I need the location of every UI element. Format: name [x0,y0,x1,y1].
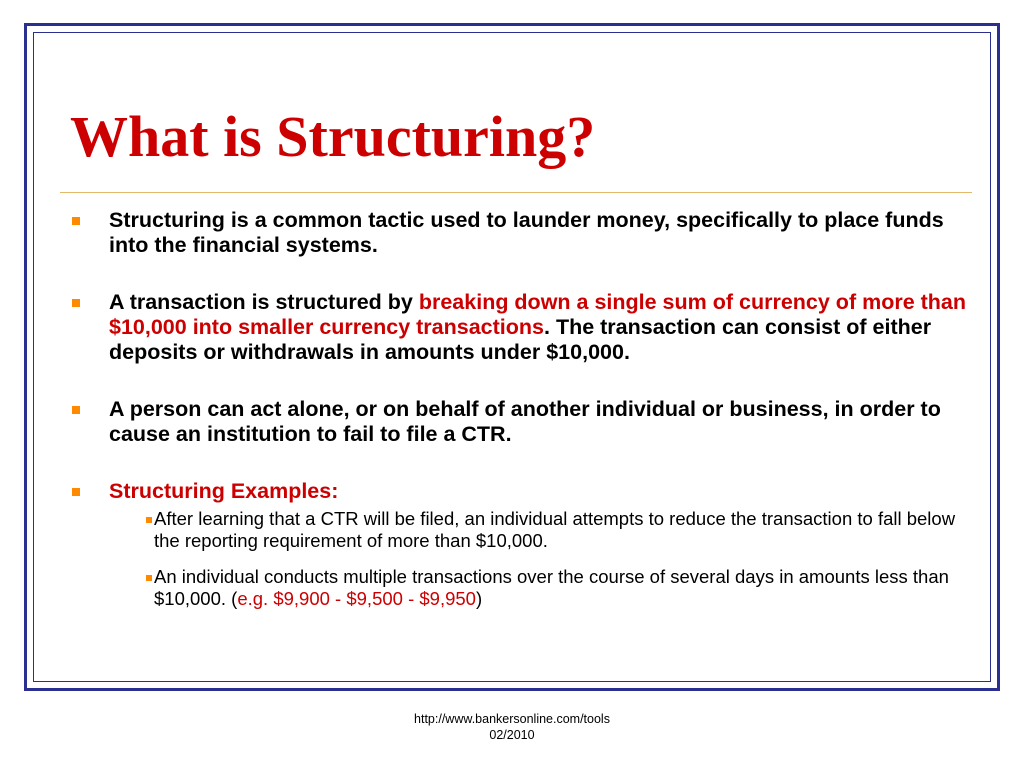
square-bullet-icon [72,488,80,496]
slide-title: What is Structuring? [70,104,596,169]
bullet-text: Structuring is a common tactic used to launder money, specifically to place funds into the financial systems. [109,208,944,257]
sub-bullet-text: ) [475,588,483,609]
footer-date: 02/2010 [489,728,535,742]
square-bullet-icon [72,299,80,307]
square-bullet-icon [72,217,80,225]
sub-bullet-item [109,566,967,610]
sub-bullet-item [109,508,967,552]
bullet-item [72,208,967,258]
sub-bullet-list [109,508,967,610]
bullet-text: . The transaction can consist of either deposits or withdrawals in amounts under $10,000. [109,315,932,364]
sub-bullet-highlight-text: e.g. $9,900 - $9,500 - $9,950 [237,588,476,609]
bullet-item [72,290,967,365]
bullet-highlight-text: breaking down a single sum of currency of more than $10,000 into smaller currency transactions [109,290,967,339]
slide-footer [380,711,644,743]
small-square-bullet-icon [146,575,152,581]
square-bullet-icon [72,406,80,414]
slide-body [72,208,967,610]
title-divider [60,192,972,193]
bullet-text: A transaction is structured by [109,290,419,314]
sub-bullet-text: After learning that a CTR will be filed, an individual attempts to reduce the transaction to fall below the reporting requirement of more than $10,000. [154,508,956,551]
footer-url: http://www.bankersonline.com/tools [414,712,610,726]
bullet-text: A person can act alone, or on behalf of another individual or business, in order to cause an institution to fail to file a CTR. [109,397,941,446]
bullet-item-examples [72,479,967,610]
bullet-item [72,397,967,447]
examples-heading: Structuring Examples: [109,479,339,503]
sub-bullet-text: An individual conducts multiple transactions over the course of several days in amounts less than $10,000. ( [154,566,949,609]
small-square-bullet-icon [146,517,152,523]
